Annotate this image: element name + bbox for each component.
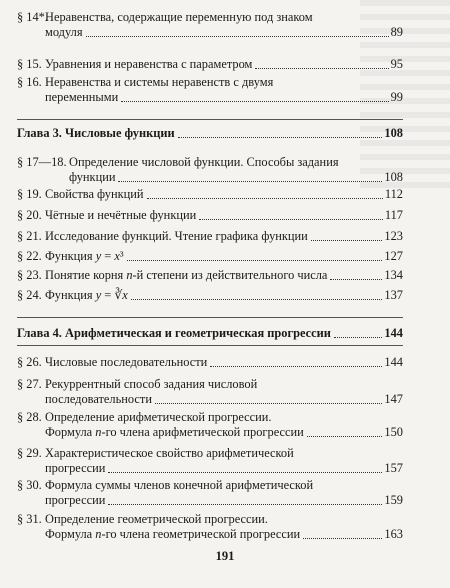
toc-entry	[17, 229, 403, 244]
toc-line	[17, 249, 403, 264]
section-title: Формула n-го члена геометрической прогрессии	[45, 527, 301, 541]
toc-line	[17, 493, 403, 508]
toc-page-number: 159	[384, 493, 403, 507]
dot-leader	[131, 299, 383, 300]
section-title: прогрессии	[45, 461, 106, 475]
divider-rule	[17, 119, 403, 120]
toc-line	[17, 425, 403, 440]
toc-line	[17, 512, 403, 527]
section-number: § 15.	[17, 57, 42, 71]
section-title: Уравнения и неравенства с параметром	[45, 57, 253, 71]
toc-page-number: 95	[390, 57, 403, 71]
dot-leader	[311, 240, 383, 241]
section-title: Понятие корня n-й степени из действительного числа	[45, 268, 328, 282]
dot-leader	[178, 137, 383, 138]
section-number: § 29.	[17, 446, 42, 460]
toc-entry	[17, 410, 403, 440]
toc-entry	[17, 155, 403, 185]
toc-line	[17, 229, 403, 244]
chapter-title: Глава 3. Числовые функции	[17, 126, 175, 140]
section-title: Числовые последовательности	[45, 355, 208, 369]
toc-page-number: 112	[384, 187, 403, 201]
toc-entry	[17, 446, 403, 476]
toc-line	[17, 461, 403, 476]
toc-entry	[17, 288, 403, 303]
section-title: последовательности	[45, 392, 152, 406]
toc-line	[17, 208, 403, 223]
toc-page-number: 147	[384, 392, 403, 406]
toc-entry	[17, 512, 403, 542]
section-number: § 28.	[17, 410, 42, 424]
section-title: Формула n-го члена арифметической прогрессии	[45, 425, 304, 439]
dot-leader	[303, 538, 382, 539]
section-title: Определение арифметической прогрессии.	[45, 410, 272, 424]
section-title: Определение геометрической прогрессии.	[45, 512, 268, 526]
toc-page-number: 150	[384, 425, 403, 439]
toc-line	[17, 326, 403, 341]
dot-leader	[127, 260, 383, 261]
toc-entry	[17, 478, 403, 508]
section-number: § 24.	[17, 288, 42, 302]
dot-leader	[108, 504, 382, 505]
dot-leader	[86, 36, 389, 37]
section-title: переменными	[45, 90, 119, 104]
section-number: § 27.	[17, 377, 42, 391]
toc-page-number: 163	[384, 527, 403, 541]
toc-line	[17, 410, 403, 425]
divider-rule	[17, 345, 403, 346]
section-title: функции	[69, 170, 116, 184]
divider-rule	[17, 317, 403, 318]
toc-page-number: 123	[384, 229, 403, 243]
section-title: Свойства функций	[45, 187, 144, 201]
toc-entry	[17, 208, 403, 223]
dot-leader	[255, 68, 388, 69]
section-number: § 20.	[17, 208, 42, 222]
section-title: прогрессии	[45, 493, 106, 507]
toc-line	[17, 377, 403, 392]
toc-page-number: 144	[384, 355, 403, 369]
section-number: § 21.	[17, 229, 42, 243]
section-number: § 23.	[17, 268, 42, 282]
dot-leader	[210, 366, 382, 367]
toc-entry	[17, 187, 403, 202]
toc-line	[17, 478, 403, 493]
section-title: Рекуррентный способ задания числовой	[45, 377, 258, 391]
toc-entry	[17, 75, 403, 105]
toc-line	[17, 170, 403, 185]
toc-line	[17, 25, 403, 40]
toc-page-number: 137	[384, 288, 403, 302]
toc-entry	[17, 377, 403, 407]
toc-line	[17, 57, 403, 72]
section-title: модуля	[45, 25, 83, 39]
toc-chapter	[17, 126, 403, 141]
toc-line	[17, 187, 403, 202]
section-title: Неравенства, содержащие переменную под знаком	[45, 10, 313, 24]
dot-leader	[334, 337, 382, 338]
toc-line	[17, 268, 403, 283]
section-number: § 22.	[17, 249, 42, 263]
toc-line	[17, 355, 403, 370]
toc-line	[17, 90, 403, 105]
toc-line	[17, 288, 403, 303]
dot-leader	[330, 279, 382, 280]
section-number: § 17—18.	[17, 155, 67, 169]
section-title: Чётные и нечётные функции	[45, 208, 197, 222]
toc-page-number: 127	[384, 249, 403, 263]
toc-line	[17, 126, 403, 141]
section-number: § 31.	[17, 512, 42, 526]
section-number: § 30.	[17, 478, 42, 492]
dot-leader	[307, 436, 383, 437]
toc-line	[17, 75, 403, 90]
toc-line	[17, 527, 403, 542]
dot-leader	[199, 219, 383, 220]
section-title: Формула суммы членов конечной арифметической	[45, 478, 314, 492]
dot-leader	[121, 101, 388, 102]
toc-page-number: 108	[384, 170, 403, 184]
toc-page-number: 89	[390, 25, 403, 39]
section-number: § 19.	[17, 187, 42, 201]
toc-page-number: 134	[384, 268, 403, 282]
section-title: Неравенства и системы неравенств с двумя	[45, 75, 274, 89]
toc-line	[17, 392, 403, 407]
section-title: Определение числовой функции. Способы задания	[69, 155, 339, 169]
dot-leader	[147, 198, 383, 199]
toc-entry	[17, 268, 403, 283]
toc-line	[17, 155, 403, 170]
section-title: Функция y = ∛x	[45, 288, 128, 302]
section-number: § 16.	[17, 75, 42, 89]
dot-leader	[108, 472, 382, 473]
section-title: Характеристическое свойство арифметической	[45, 446, 294, 460]
chapter-title: Глава 4. Арифметическая и геометрическая прогрессии	[17, 326, 331, 340]
toc-page-number: 157	[384, 461, 403, 475]
dot-leader	[155, 403, 382, 404]
section-number: § 14*.	[17, 10, 48, 24]
toc-page-number: 144	[384, 326, 403, 340]
toc-entry	[17, 57, 403, 72]
toc-chapter	[17, 326, 403, 341]
toc-entry	[17, 249, 403, 264]
toc-entry	[17, 10, 403, 40]
section-title: Исследование функций. Чтение графика функции	[45, 229, 308, 243]
toc-page-number: 117	[384, 208, 403, 222]
page-number: 191	[215, 549, 235, 563]
toc-page-number: 108	[384, 126, 403, 140]
toc-page-number: 99	[390, 90, 403, 104]
toc-entry	[17, 355, 403, 370]
section-title: Функция y = x³	[45, 249, 124, 263]
section-number: § 26.	[17, 355, 42, 369]
toc-line	[17, 446, 403, 461]
dot-leader	[118, 181, 382, 182]
toc-line	[17, 10, 403, 25]
